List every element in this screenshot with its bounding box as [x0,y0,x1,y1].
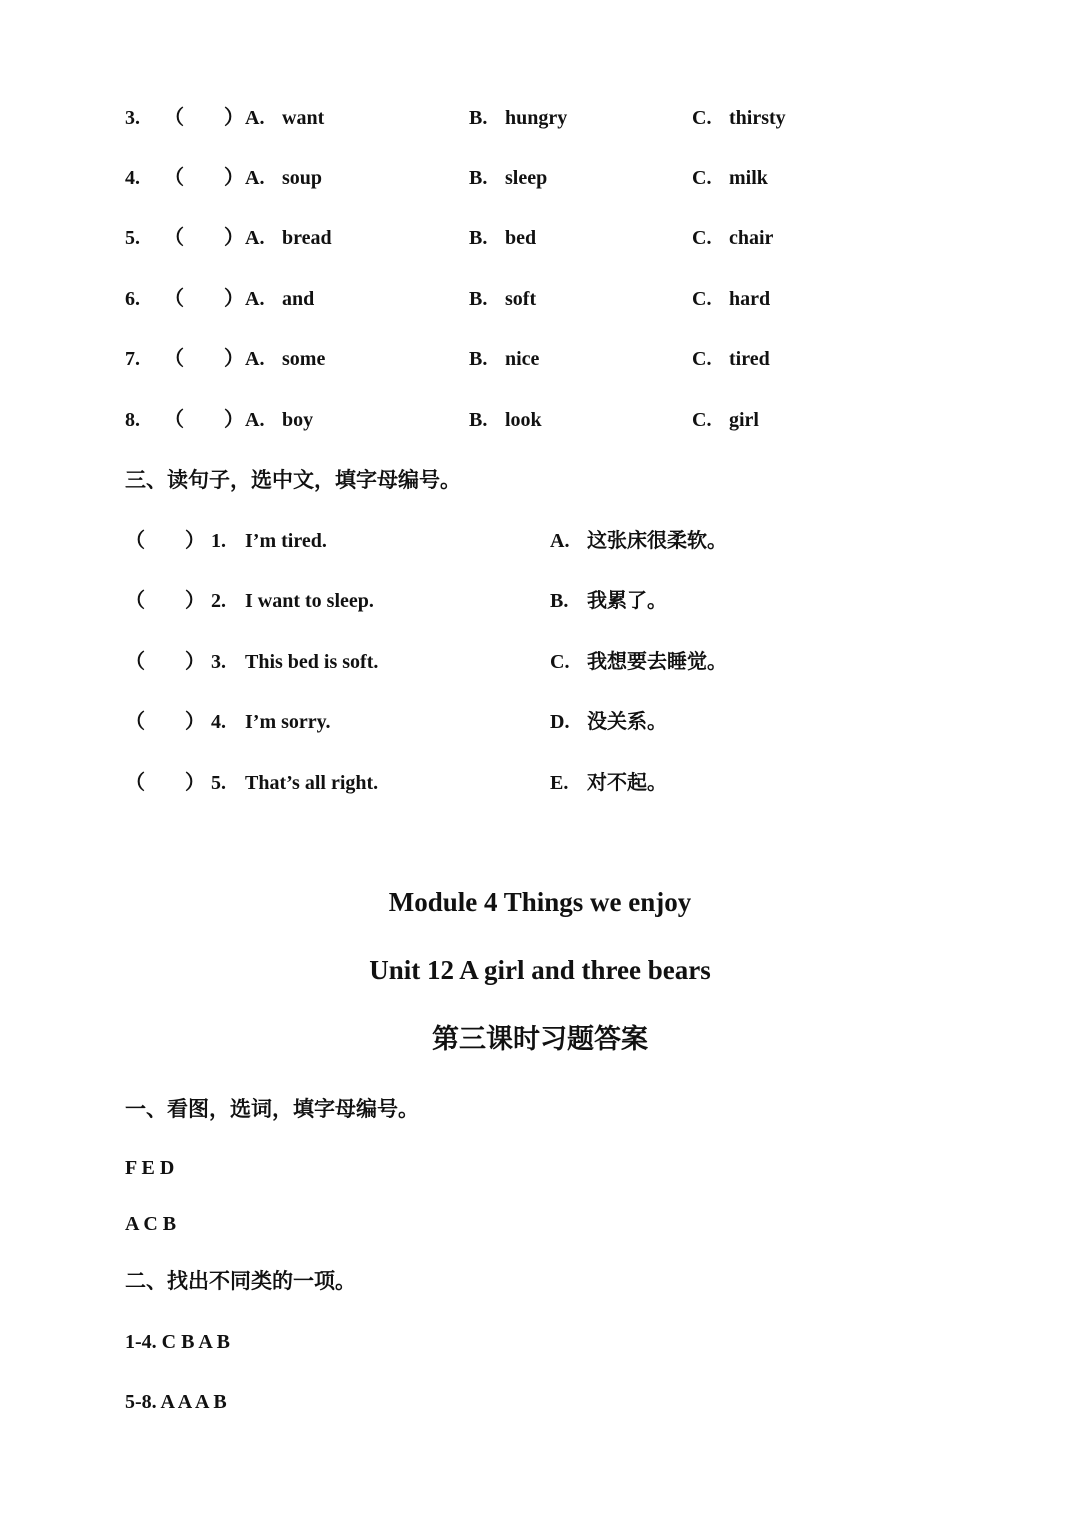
chinese-option-label: D. [550,711,570,733]
matching-row [0,585,1080,617]
option-c: thirsty [729,107,786,129]
matching-row [0,706,1080,738]
option-b: hungry [505,107,568,129]
answer-blank: （ ） [164,348,244,370]
option-b: soft [505,288,537,310]
matching-row [0,525,1080,557]
chinese-option: 这张床很柔软。 [587,530,727,552]
english-sentence: That’s all right. [245,772,379,794]
option-a: some [282,348,326,370]
option-c: tired [729,348,770,370]
option-c-label: C. [692,227,712,249]
item-number: 4. [211,711,226,733]
question-row [0,162,1080,194]
option-a: soup [282,167,323,189]
option-a-label: A. [245,288,265,310]
answer-blank: （ ） [125,530,205,552]
chinese-option-label: C. [550,651,570,673]
matching-row [0,767,1080,799]
chinese-option: 我想要去睡觉。 [587,651,727,673]
option-b: look [505,409,542,431]
module-title: Module 4 Things we enjoy [388,887,692,917]
answer-line: 5-8. A A A B [125,1391,227,1413]
option-c-label: C. [692,107,712,129]
question-number: 6. [125,288,140,310]
question-row [0,343,1080,375]
answer-line: F E D [125,1157,175,1179]
question-number: 3. [125,107,140,129]
answer-blank: （ ） [125,651,205,673]
option-b-label: B. [469,409,488,431]
answer-blank: （ ） [125,772,205,794]
option-a: want [282,107,325,129]
option-c: girl [729,409,759,431]
chinese-option-label: E. [550,772,569,794]
option-c-label: C. [692,348,712,370]
english-sentence: I’m sorry. [245,711,331,733]
option-b-label: B. [469,348,488,370]
option-a-label: A. [245,227,265,249]
unit-title: Unit 12 A girl and three bears [369,955,711,985]
option-c: hard [729,288,771,310]
answer-blank: （ ） [164,167,244,189]
option-c-label: C. [692,288,712,310]
chinese-option: 没关系。 [587,711,667,733]
option-a: boy [282,409,314,431]
option-a: bread [282,227,332,249]
part3-heading: 三、读句子，选中文，填字母编号。 [125,468,461,492]
english-sentence: I want to sleep. [245,590,374,612]
question-number: 4. [125,167,140,189]
item-number: 3. [211,651,226,673]
option-a-label: A. [245,348,265,370]
question-row [0,222,1080,254]
item-number: 5. [211,772,226,794]
question-number: 5. [125,227,140,249]
chinese-option-label: A. [550,530,570,552]
question-row [0,283,1080,315]
chinese-option-label: B. [550,590,569,612]
option-b: sleep [505,167,548,189]
option-c: milk [729,167,768,189]
answer-blank: （ ） [125,711,205,733]
item-number: 1. [211,530,226,552]
question-row [0,102,1080,134]
item-number: 2. [211,590,226,612]
answer-blank: （ ） [164,107,244,129]
option-a-label: A. [245,409,265,431]
option-b-label: B. [469,288,488,310]
answer-part2-heading: 二、找出不同类的一项。 [125,1269,356,1293]
question-number: 8. [125,409,140,431]
option-b-label: B. [469,107,488,129]
option-a-label: A. [245,107,265,129]
answer-blank: （ ） [164,409,244,431]
option-a-label: A. [245,167,265,189]
option-c: chair [729,227,774,249]
chinese-option: 对不起。 [587,772,667,794]
option-c-label: C. [692,409,712,431]
chinese-option: 我累了。 [587,590,667,612]
option-c-label: C. [692,167,712,189]
option-b: nice [505,348,540,370]
answer-part1-heading: 一、看图，选词，填字母编号。 [125,1097,419,1121]
question-row [0,404,1080,436]
answer-blank: （ ） [125,590,205,612]
matching-row [0,646,1080,678]
option-a: and [282,288,315,310]
option-b: bed [505,227,537,249]
option-b-label: B. [469,167,488,189]
lesson-title: 第三课时习题答案 [432,1024,648,1054]
question-number: 7. [125,348,140,370]
english-sentence: This bed is soft. [245,651,379,673]
answer-line: A C B [125,1213,177,1235]
answer-line: 1-4. C B A B [125,1331,231,1353]
option-b-label: B. [469,227,488,249]
answer-blank: （ ） [164,227,244,249]
answer-blank: （ ） [164,288,244,310]
english-sentence: I’m tired. [245,530,327,552]
